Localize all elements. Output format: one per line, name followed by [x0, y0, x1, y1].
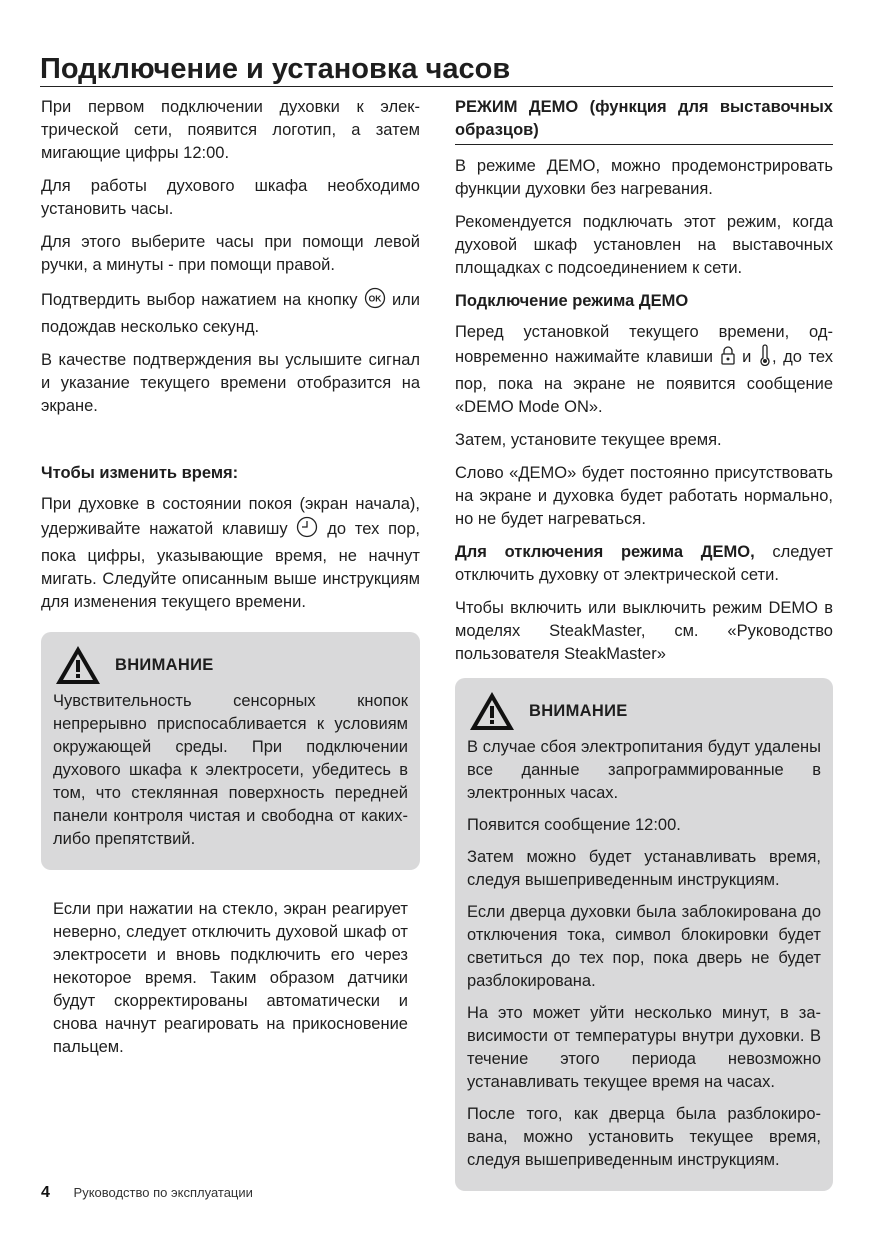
warning-triangle-icon [467, 689, 517, 733]
lock-icon [720, 344, 736, 373]
paragraph [455, 541, 833, 587]
subheading: Подключение режима ДЕМО [455, 292, 689, 310]
paragraph: Чтобы включить или выключить режим DEMO в моделях SteakMaster, см. «Руководство пользователя SteakMaster» [455, 599, 833, 663]
warning-header [467, 688, 821, 734]
page-title: Подключение и установка часов [40, 52, 833, 87]
warning-header [53, 642, 408, 688]
warning-box [41, 632, 420, 870]
note-block [41, 898, 420, 1059]
subheading: Чтобы изменить время: [41, 464, 239, 482]
paragraph: Рекомендуется подключать этот режим, когда духовой шкаф установлен на выставочных площадках с подсоединением к сети. [455, 213, 833, 277]
paragraph: Для работы духового шкафа необходимо установить часы. [41, 177, 420, 218]
paragraph: Слово «ДЕМО» будет постоянно присутствовать на экране и духовка будет работать нормально, но не будет нагреваться. [455, 464, 833, 528]
paragraph-text: и [742, 348, 752, 366]
clock-icon [296, 516, 318, 545]
paragraph-text: следует отключить духовку от электрической сети. [455, 543, 833, 584]
paragraph-text: или подождав несколько секунд. [41, 291, 420, 336]
right-column [455, 96, 833, 1191]
paragraph [455, 321, 833, 419]
ok-button-icon [364, 287, 386, 316]
paragraph: Для этого выберите часы при помощи левой ручки, а минуты - при помощи правой. [41, 233, 420, 274]
paragraph: При первом подключении духовки к электрической сети, появится логотип, а затем мигающие цифры 12:00. [41, 98, 420, 162]
warning-triangle-icon [53, 643, 103, 687]
warning-text: В случае сбоя электропитания будут удалены все данные запрограммированные в электронных часах. [467, 738, 821, 802]
footer-text: Руководство по эксплуатации [73, 1185, 253, 1200]
thermometer-icon [758, 344, 772, 373]
page-footer [41, 1184, 253, 1202]
paragraph-text: , до тех пор, пока на экране не появится сообщение «DEMO Mode ON». [455, 348, 833, 416]
paragraph: В режиме ДЕМО, можно продемонстрировать функции духовки без нагревания. [455, 157, 833, 198]
paragraph-text: Подтвердить выбор нажатием на кнопку [41, 291, 358, 309]
warning-title: ВНИМАНИЕ [115, 655, 214, 674]
warning-text: На это может уйти несколько минут, в зависимости от температуры внутри духовки. В течение этого периода невозможно устанавливать текущее время на часах. [467, 1004, 821, 1091]
paragraph [41, 493, 420, 614]
warning-text: После того, как дверца была разблокирована, можно установить текущее время, следуя вышеприведенным инструкциям. [467, 1105, 821, 1169]
warning-text: Если дверца духовки была заблокирована до отключения тока, символ блокировки будет светиться до тех пор, пока дверь не будет разблокирована. [467, 903, 821, 990]
svg-text:OK: OK [368, 293, 382, 304]
warning-title: ВНИМАНИЕ [529, 701, 628, 720]
page-number: 4 [41, 1184, 50, 1201]
paragraph: Затем, установите текущее время. [455, 431, 722, 449]
paragraph [41, 287, 420, 339]
section-heading: РЕЖИМ ДЕМО (функция для выставочных образцов) [455, 96, 833, 145]
left-column [41, 96, 420, 1069]
paragraph-text: до тех пор, пока цифры, указывающие время, не начнут мигать. Следуйте описанным выше инструкциям для изменения текущего времени. [41, 520, 420, 611]
paragraph: Если при нажатии на стекло, экран реагирует неверно, следует отключить духовой шкаф от электросети и вновь подключить его через некоторое время. Таким образом датчики будут скорректированы автоматически и снова начнут реагировать на прикосновение пальцем. [53, 900, 408, 1056]
warning-text: Чувствительность сенсорных кнопок непрерывно приспосабливается к условиям окружающей среды. При подключении духового шкафа к электросети, убедитесь в том, что стеклянная поверхность передней панели контроля чистая и свободна от каких-либо препятствий. [53, 692, 408, 848]
warning-text: Появится сообщение 12:00. [467, 816, 681, 834]
paragraph-text: Перед установкой текущего времени, одновременно нажимайте клавиши [455, 323, 833, 366]
bold-lead: Для отключения режима ДЕМО, [455, 543, 755, 561]
warning-box [455, 678, 833, 1191]
paragraph-text: При духовке в состоянии покоя (экран начала), удерживайте нажатой клавишу [41, 495, 420, 538]
warning-text: Затем можно будет устанавливать время, следуя вышеприведенным инструкциям. [467, 848, 821, 889]
paragraph: В качестве подтверждения вы услышите сигнал и указание текущего времени отобразится на экране. [41, 351, 420, 415]
